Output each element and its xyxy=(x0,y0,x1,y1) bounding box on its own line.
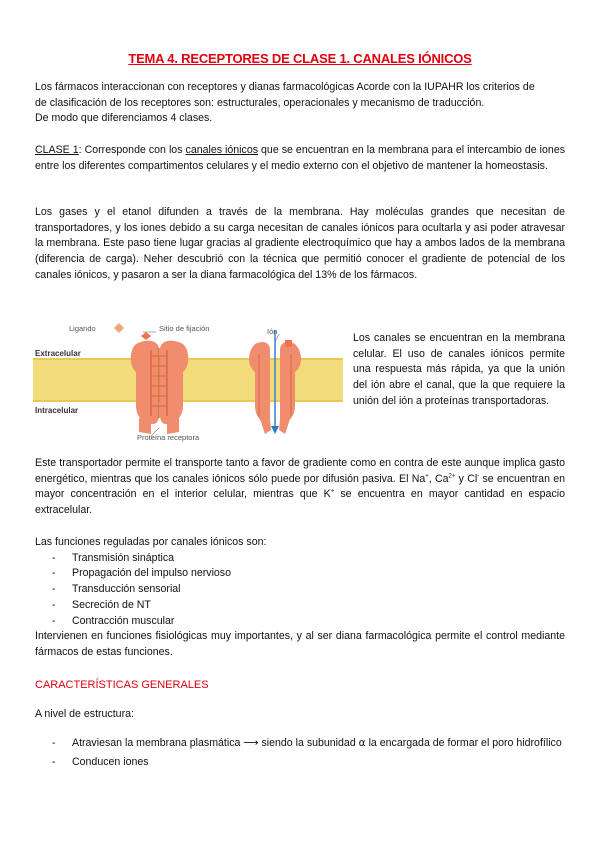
intro-paragraph xyxy=(35,80,565,127)
ca-sup: 2+ xyxy=(448,473,456,480)
list-item: - Atraviesan la membrana plasmática ⟶ siendo la subunidad ⍺ la encargada de formar el poro hidrofílico xyxy=(35,735,565,751)
na-sup: + xyxy=(425,473,429,480)
side-text: Los canales se encuentran en la membrana celular. El uso de canales iónicos permite una respuesta más rápida, ya que la unión del ión abre el canal, que la que requiere la unión del ión a proteínas transportadoras. xyxy=(353,332,565,407)
nivel-line xyxy=(35,707,565,723)
label-ligando: Ligando xyxy=(69,324,96,333)
list-item: - Propagación del impulso nervioso xyxy=(35,566,565,582)
intro-line-1: Los fármacos interaccionan con receptores y dianas farmacológicas Acorde con la IUPAHR los criterios de xyxy=(35,81,535,93)
page-title: TEMA 4. RECEPTORES DE CLASE 1. CANALES IÓNICOS xyxy=(128,51,472,66)
intro-line-2: de clasificación de los receptores son: estructurales, operacionales y mecanismo de traducción. xyxy=(35,96,485,109)
clase1-link: canales iónicos xyxy=(185,144,259,156)
funciones-intro: Las funciones reguladas por canales iónicos son: xyxy=(35,536,267,548)
nivel-text: A nivel de estructura: xyxy=(35,708,134,720)
list-item: - Contracción muscular xyxy=(35,614,565,630)
gases-text: Los gases y el etanol difunden a través de la membrana. Hay moléculas grandes que necesitan de transportadores, y los iones debido a su carga necesitan de canales iónicos para ocultarla y asi poder atravesar la membrana. Este paso tiene lugar gracias al gradiente electroquímico que hay a ambos lados de la membrana (diferencia de carga). Neher descubrió con la técnica que permitió conocer el gradiente de potencial de los canales iónicos, y pasaron a ser la diana farmacológica del 13% de los fármacos. xyxy=(35,206,565,281)
list-item: - Transmisión sináptica xyxy=(35,551,565,567)
intro-line-3: De modo que diferenciamos 4 clases. xyxy=(35,112,213,125)
ion-channel-illustration xyxy=(33,320,343,446)
label-proteina: Proteína receptora xyxy=(137,433,200,442)
list-item: - Transducción sensorial xyxy=(35,582,565,598)
label-extracelular: Extracelular xyxy=(35,349,81,358)
funciones-block xyxy=(35,535,565,661)
cl-sup: - xyxy=(477,473,480,480)
k-sup: + xyxy=(330,488,335,495)
list-item: - Secreción de NT xyxy=(35,598,565,614)
clase1-pre: : Corresponde con los xyxy=(78,144,186,156)
transport-c: y Cl xyxy=(455,472,478,485)
label-sitio: Sitio de fijación xyxy=(159,324,210,333)
gases-paragraph xyxy=(35,205,565,284)
side-paragraph xyxy=(353,331,565,410)
clase1-label: CLASE 1 xyxy=(35,144,79,156)
intervienen-text: Intervienen en funciones fisiológicas muy importantes, y al ser diana farmacológica permite el control mediante fármacos de estas funciones. xyxy=(35,630,565,658)
transport-b: , Ca xyxy=(428,472,449,485)
list-item: - Conducen iones xyxy=(35,754,565,770)
section-heading-caracteristicas: CARACTERÍSTICAS GENERALES xyxy=(35,679,209,691)
label-ion: Ión xyxy=(267,327,278,336)
clase1-paragraph xyxy=(35,143,565,174)
transport-e: se encuentra en mayor cantidad en espacio extracelular. xyxy=(35,488,565,517)
ion-channel-diagram xyxy=(33,320,343,446)
transport-d: se encuentran en mayor concentración en el interior celular, mientras que K xyxy=(35,472,566,501)
label-intracelular: Intracelular xyxy=(35,406,79,415)
estructura-list xyxy=(35,735,565,770)
clase1-post: que se encuentran en la membrana para el intercambio de iones entre los diferentes compartimentos celulares y el medio externo con el objetivo de mantener la homeostasis. xyxy=(35,144,566,172)
transport-paragraph xyxy=(35,456,565,519)
transport-a: Este transportador permite el transporte tanto a favor de gradiente como en contra de este aunque implica gasto energético, mientras que los canales iónicos sólo puede por difusión pasiva. El Na xyxy=(35,457,565,485)
funciones-list xyxy=(35,551,565,630)
ion-square-icon xyxy=(285,340,292,347)
